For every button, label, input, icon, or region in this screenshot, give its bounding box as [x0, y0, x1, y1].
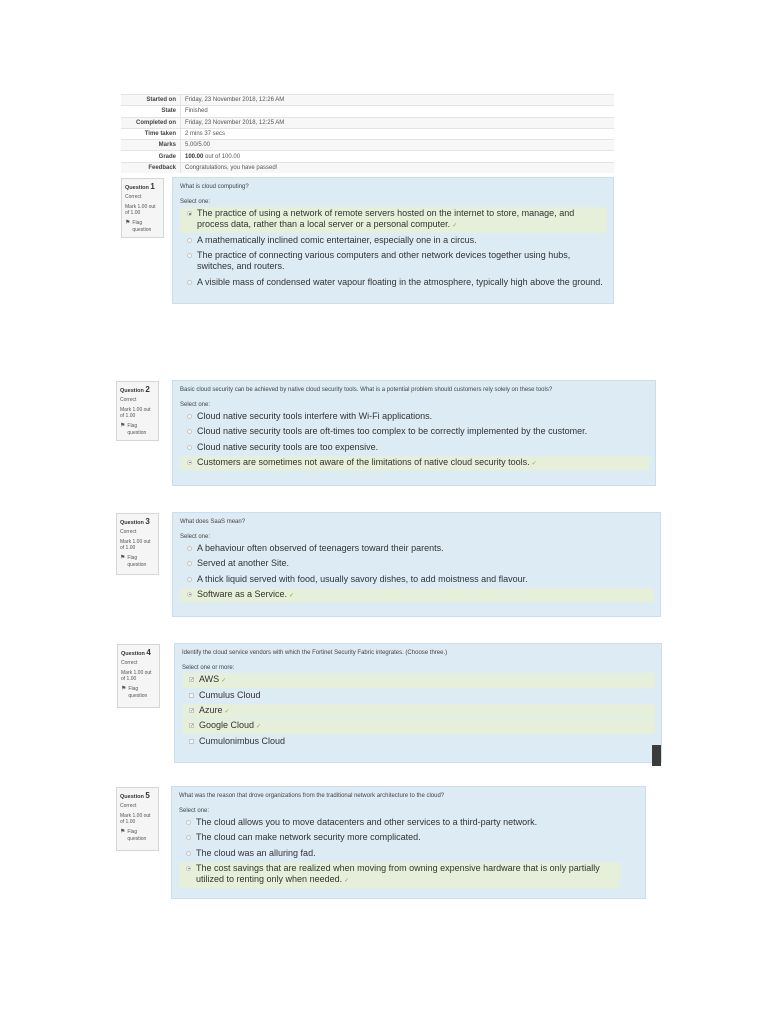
- question-number: Question 2: [120, 385, 150, 394]
- summary-row: [121, 128, 614, 139]
- answer-option[interactable]: The practice of connecting various computers and other network devices together using hubs, switches, and routers.: [180, 249, 607, 275]
- summary-value: 5.00/5.00: [181, 140, 615, 151]
- answer-option[interactable]: A mathematically inclined comic entertainer, especially one in a circus.: [180, 234, 607, 248]
- check-mark-icon: ✓: [531, 460, 537, 467]
- answer-option[interactable]: The cloud can make network security more complicated.: [179, 831, 639, 845]
- flag-icon: ⚑: [120, 829, 126, 836]
- flag-icon: ⚑: [120, 555, 126, 562]
- flag-question-link[interactable]: ⚑ Flag question: [121, 686, 148, 699]
- answer-prompt: Select one or more:: [182, 665, 235, 671]
- flag-question-link[interactable]: ⚑ Flag question: [120, 423, 147, 436]
- summary-row: [121, 117, 614, 128]
- answer-option[interactable]: ✓ AWS ✓: [182, 673, 655, 688]
- answer-option[interactable]: A behaviour often observed of teenagers toward their parents.: [180, 542, 654, 556]
- checkbox-icon[interactable]: [189, 739, 194, 744]
- radio-button-icon[interactable]: [186, 820, 191, 825]
- question-1-info: [121, 178, 164, 238]
- summary-value: Congratulations, you have passed!: [181, 162, 615, 173]
- question-4-info: [117, 644, 160, 708]
- answer-prompt: Select one:: [180, 534, 211, 540]
- question-number: Question 5: [120, 791, 150, 800]
- radio-button-icon[interactable]: [187, 577, 192, 582]
- question-4-content: [174, 643, 662, 763]
- question-state: Correct: [120, 528, 137, 535]
- check-mark-icon: ✓: [224, 708, 230, 715]
- summary-key: Marks: [121, 140, 181, 151]
- answer-option[interactable]: Cloud native security tools are oft-times too complex to be correctly implemented by the customer.: [180, 425, 649, 439]
- question-state: Correct: [120, 396, 137, 403]
- summary-row: [121, 140, 614, 151]
- radio-button-icon[interactable]: [186, 866, 191, 871]
- question-mark: Mark 1.00 out of 1.00: [125, 203, 156, 217]
- check-mark-icon: ✓: [452, 223, 458, 230]
- radio-button-icon[interactable]: [187, 460, 192, 465]
- summary-key: Completed on: [121, 117, 181, 128]
- answer-prompt: Select one:: [180, 199, 211, 205]
- check-mark-icon: ✓: [221, 678, 227, 684]
- flag-icon: ⚑: [121, 686, 127, 693]
- radio-button-icon[interactable]: [187, 546, 192, 551]
- question-2-info: [116, 381, 159, 441]
- summary-key: Time taken: [121, 128, 181, 139]
- question-2-content: [172, 380, 656, 486]
- checkbox-icon[interactable]: ✓: [190, 677, 195, 683]
- question-5-info: [116, 787, 159, 851]
- question-text: Identify the cloud service vendors with which the Fortinet Security Fabric integrates. (Choose three.): [182, 650, 448, 656]
- summary-value: [181, 151, 615, 162]
- check-mark-icon: ✓: [256, 724, 262, 731]
- grade-total: out of 100.00: [203, 153, 241, 160]
- summary-value: Finished: [181, 106, 615, 117]
- question-5-content: [171, 786, 646, 899]
- question-text: Basic cloud security can be achieved by native cloud security tools. What is a potential problem should customers rely solely on these tools?: [180, 387, 553, 393]
- question-1-content: [172, 177, 614, 304]
- answer-option[interactable]: Cumulus Cloud: [182, 689, 655, 703]
- answer-option[interactable]: Cloud native security tools interfere with Wi-Fi applications.: [180, 410, 649, 424]
- flag-question-link[interactable]: ⚑ Flag question: [120, 829, 147, 842]
- answer-prompt: Select one:: [180, 402, 211, 408]
- summary-value: Friday, 23 November 2018, 12:26 AM: [181, 95, 615, 106]
- checkbox-icon[interactable]: ✓: [190, 707, 195, 714]
- question-number: Question 3: [120, 517, 150, 526]
- radio-button-icon[interactable]: [187, 592, 192, 597]
- summary-value: 2 mins 37 secs: [181, 128, 615, 139]
- radio-button-icon[interactable]: [187, 253, 192, 258]
- radio-button-icon[interactable]: [187, 238, 192, 243]
- radio-button-icon[interactable]: [186, 851, 191, 856]
- summary-row: [121, 151, 614, 162]
- checkbox-icon[interactable]: ✓: [190, 723, 195, 730]
- answer-option[interactable]: Cloud native security tools are too expensive.: [180, 441, 649, 455]
- summary-row: [121, 106, 614, 117]
- question-mark: Mark 1.00 out of 1.00: [120, 406, 151, 420]
- answer-option[interactable]: ✓ Azure ✓: [182, 704, 655, 719]
- radio-button-icon[interactable]: [187, 429, 192, 434]
- answer-option[interactable]: ✓ Google Cloud ✓: [182, 719, 655, 734]
- radio-button-icon[interactable]: [187, 211, 192, 216]
- answer-option[interactable]: The practice of using a network of remote servers hosted on the internet to store, manage, and process data, rather than a local server or a personal computer. ✓: [180, 207, 607, 233]
- check-mark-icon: ✓: [344, 878, 350, 884]
- check-mark-icon: ✓: [289, 592, 295, 599]
- radio-button-icon[interactable]: [186, 835, 191, 840]
- question-number: Question 4: [121, 648, 151, 657]
- question-state: Correct: [120, 802, 137, 809]
- attempt-summary-table: [121, 94, 614, 173]
- flag-question-link[interactable]: ⚑ Flag question: [120, 555, 147, 568]
- question-3-content: [172, 512, 661, 617]
- radio-button-icon[interactable]: [187, 445, 192, 450]
- summary-key: Grade: [121, 151, 181, 162]
- question-text: What is cloud computing?: [180, 184, 249, 190]
- flag-icon: ⚑: [125, 220, 131, 227]
- summary-key: Started on: [121, 95, 181, 106]
- question-number: Question 1: [125, 182, 155, 191]
- question-mark: Mark 1.00 out of 1.00: [120, 538, 151, 552]
- scrollbar-thumb[interactable]: [652, 745, 661, 766]
- radio-button-icon[interactable]: [187, 561, 192, 566]
- radio-button-icon[interactable]: [187, 280, 192, 285]
- grade-value: 100.00: [185, 153, 204, 160]
- question-state: Correct: [121, 659, 138, 666]
- answer-option[interactable]: The cloud was an alluring fad.: [179, 847, 639, 861]
- question-text: What was the reason that drove organizations from the traditional network architecture to the cloud?: [179, 793, 445, 799]
- answer-option[interactable]: A visible mass of condensed water vapour floating in the atmosphere, typically high above the ground.: [180, 276, 607, 290]
- summary-key: State: [121, 106, 181, 117]
- answer-option[interactable]: The cloud allows you to move datacenters and other services to a third-party network.: [179, 816, 639, 830]
- question-mark: Mark 1.00 out of 1.00: [120, 812, 151, 826]
- answer-option[interactable]: Software as a Service. ✓: [180, 588, 654, 603]
- answer-option[interactable]: Served at another Site.: [180, 557, 654, 571]
- question-3-info: [116, 513, 159, 575]
- summary-value: Friday, 23 November 2018, 12:25 AM: [181, 117, 615, 128]
- answer-prompt: Select one:: [179, 808, 210, 814]
- radio-button-icon[interactable]: [187, 414, 192, 419]
- summary-key: Feedback: [121, 162, 181, 173]
- flag-question-link[interactable]: ⚑ Flag question: [125, 220, 152, 233]
- flag-icon: ⚑: [120, 423, 126, 430]
- question-state: Correct: [125, 193, 142, 200]
- checkbox-icon[interactable]: [189, 693, 194, 698]
- answer-option[interactable]: The cost savings that are realized when moving from owning expensive hardware that is only partially utilized to renting only when needed. ✓: [179, 862, 620, 888]
- question-text: What does SaaS mean?: [180, 519, 246, 525]
- answer-option[interactable]: Cumulonimbus Cloud: [182, 735, 655, 749]
- answer-option[interactable]: Customers are sometimes not aware of the limitations of native cloud security tools. ✓: [180, 456, 649, 471]
- answer-option[interactable]: A thick liquid served with food, usually savory dishes, to add moistness and flavour.: [180, 573, 654, 587]
- question-mark: Mark 1.00 out of 1.00: [121, 669, 152, 683]
- summary-row: [121, 162, 614, 173]
- summary-row: [121, 95, 614, 106]
